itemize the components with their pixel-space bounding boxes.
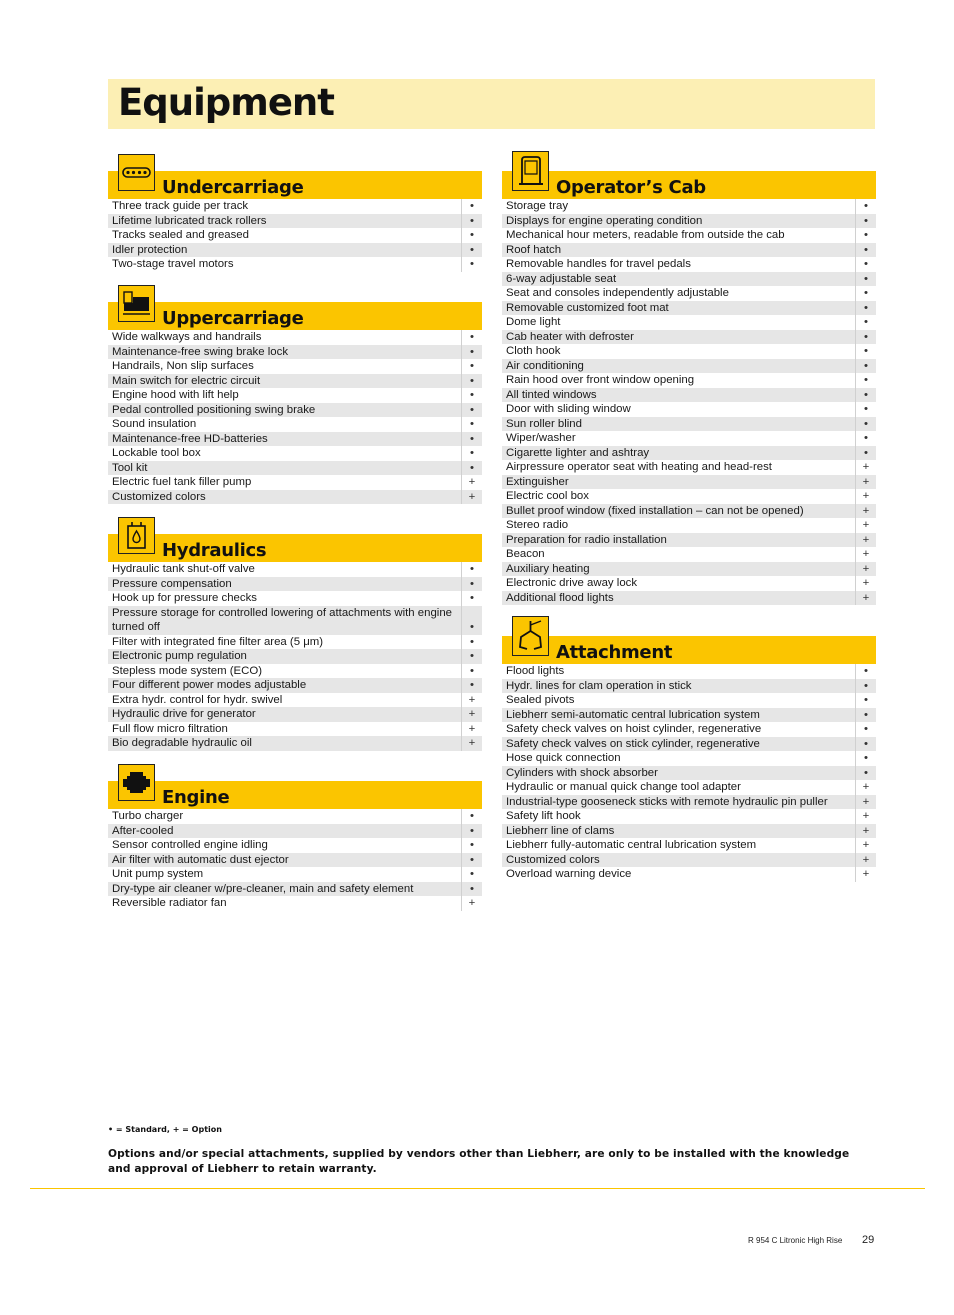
item-mark: + [855,547,876,562]
item-label: Industrial-type gooseneck sticks with remote hydraulic pin puller [502,795,855,810]
item-label: Customized colors [502,853,855,868]
item-mark: • [855,301,876,316]
item-label: Electronic drive away lock [502,576,855,591]
item-mark: • [855,214,876,229]
item-mark: • [461,838,482,853]
item-label: Overload warning device [502,867,855,882]
item-label: Hydraulic drive for generator [108,707,461,722]
item-label: Cylinders with shock absorber [502,766,855,781]
item-label: Hydraulic or manual quick change tool adapter [502,780,855,795]
item-mark: • [461,330,482,345]
item-mark: • [461,228,482,243]
section-attachment [502,606,876,882]
item-label: Three track guide per track [108,199,461,214]
item-mark: • [461,461,482,476]
hydraulic-tank-icon [118,517,155,554]
item-label: Beacon [502,547,855,562]
item-mark: + [461,707,482,722]
item-label: Turbo charger [108,809,461,824]
item-label: Pressure storage for controlled lowering of attachments with engine turned off [108,606,461,635]
item-label: Safety check valves on hoist cylinder, regenerative [502,722,855,737]
item-label: Door with sliding window [502,402,855,417]
item-mark: • [855,417,876,432]
item-mark: + [855,504,876,519]
item-mark: + [855,795,876,810]
list-item [502,518,876,533]
list-item [502,286,876,301]
item-label: Electronic pump regulation [108,649,461,664]
item-label: Two-stage travel motors [108,257,461,272]
list-item [502,388,876,403]
item-label: Safety lift hook [502,809,855,824]
list-item [108,707,482,722]
item-mark: + [855,562,876,577]
item-mark: • [461,649,482,664]
list-item [108,853,482,868]
list-item [502,344,876,359]
item-label: Tracks sealed and greased [108,228,461,243]
item-mark: • [855,708,876,723]
list-item [108,635,482,650]
item-mark: + [855,533,876,548]
uppercarriage-icon [118,285,155,322]
list-item [502,795,876,810]
list-item [502,591,876,606]
list-item [502,475,876,490]
item-label: Additional flood lights [502,591,855,606]
item-mark: • [855,359,876,374]
item-mark: • [461,824,482,839]
item-label: Stereo radio [502,518,855,533]
item-label: Reversible radiator fan [108,896,461,911]
list-item [108,693,482,708]
item-label: Sealed pivots [502,693,855,708]
item-label: Lifetime lubricated track rollers [108,214,461,229]
item-label: Customized colors [108,490,461,505]
list-item [108,824,482,839]
item-mark: • [461,577,482,592]
list-item [502,751,876,766]
list-item [108,446,482,461]
item-label: Stepless mode system (ECO) [108,664,461,679]
item-label: Engine hood with lift help [108,388,461,403]
list-item [502,359,876,374]
list-item [108,722,482,737]
item-label: Flood lights [502,664,855,679]
list-item [502,199,876,214]
item-mark: + [855,780,876,795]
list-item [502,722,876,737]
item-mark: • [855,373,876,388]
section-operators-cab [502,141,876,605]
item-label: All tinted windows [502,388,855,403]
item-label: Sun roller blind [502,417,855,432]
item-label: Mechanical hour meters, readable from outside the cab [502,228,855,243]
page-number: 29 [862,1234,875,1246]
list-item [502,766,876,781]
list-item [502,664,876,679]
item-mark: + [855,809,876,824]
list-item [502,780,876,795]
list-item [502,402,876,417]
list-item [502,417,876,432]
item-mark: + [855,853,876,868]
item-mark: + [461,475,482,490]
list-item [108,388,482,403]
item-label: Sensor controlled engine idling [108,838,461,853]
item-mark: • [855,243,876,258]
section-engine [108,751,482,911]
list-item [108,606,482,635]
item-mark: • [855,344,876,359]
section-undercarriage [108,141,482,272]
item-mark: • [855,751,876,766]
list-item [502,853,876,868]
item-mark: • [855,679,876,694]
item-label: Removable handles for travel pedals [502,257,855,272]
item-mark: • [461,606,482,635]
list-item [108,374,482,389]
item-mark: + [461,722,482,737]
item-mark: • [461,374,482,389]
item-label: Unit pump system [108,867,461,882]
item-mark: • [855,315,876,330]
list-item [108,882,482,897]
item-mark: + [461,896,482,911]
list-item [502,737,876,752]
item-mark: • [855,286,876,301]
item-label: Extinguisher [502,475,855,490]
item-label: Cab heater with defroster [502,330,855,345]
item-label: Air conditioning [502,359,855,374]
item-mark: • [461,562,482,577]
item-label: Idler protection [108,243,461,258]
list-item [502,257,876,272]
list-item [108,809,482,824]
list-item [108,345,482,360]
list-item [108,330,482,345]
page-title: Equipment [118,81,334,124]
title-band [108,79,875,129]
item-label: 6-way adjustable seat [502,272,855,287]
item-label: Handrails, Non slip surfaces [108,359,461,374]
list-item [502,301,876,316]
item-mark: • [461,257,482,272]
item-mark: + [855,475,876,490]
list-item [502,272,876,287]
item-label: Preparation for radio installation [502,533,855,548]
equipment-list [502,199,876,605]
equipment-list [108,199,482,272]
item-label: Hook up for pressure checks [108,591,461,606]
list-item [108,214,482,229]
item-mark: • [461,678,482,693]
list-item [108,432,482,447]
list-item [108,475,482,490]
section-title: Operator’s Cab [556,177,706,198]
item-mark: • [855,388,876,403]
list-item [108,664,482,679]
list-item [108,649,482,664]
item-label: Electric fuel tank filler pump [108,475,461,490]
item-mark: • [461,403,482,418]
list-item [108,577,482,592]
section-title: Attachment [556,642,673,663]
list-item [108,359,482,374]
list-item [108,490,482,505]
engine-icon [118,764,155,801]
item-label: Pedal controlled positioning swing brake [108,403,461,418]
list-item [502,576,876,591]
item-label: Seat and consoles independently adjustable [502,286,855,301]
item-mark: • [855,257,876,272]
list-item [108,736,482,751]
item-mark: • [461,417,482,432]
equipment-list [502,664,876,882]
list-item [108,562,482,577]
item-mark: • [461,591,482,606]
item-label: Air filter with automatic dust ejector [108,853,461,868]
item-mark: • [461,243,482,258]
list-item [108,257,482,272]
list-item [502,228,876,243]
item-mark: • [855,737,876,752]
section-title: Uppercarriage [162,308,304,329]
list-item [108,867,482,882]
warranty-notice: Options and/or special attachments, supplied by vendors other than Liebherr, are only to be installed with the knowledge and approval of Liebherr to retain warranty. [108,1148,850,1175]
item-label: Dome light [502,315,855,330]
item-label: Storage tray [502,199,855,214]
item-label: Cloth hook [502,344,855,359]
item-label: Extra hydr. control for hydr. swivel [108,693,461,708]
item-mark: • [461,446,482,461]
item-mark: • [855,446,876,461]
list-item [502,693,876,708]
item-mark: + [461,693,482,708]
list-item [502,533,876,548]
item-mark: • [855,766,876,781]
item-mark: • [461,882,482,897]
item-mark: • [855,228,876,243]
list-item [502,315,876,330]
item-mark: + [855,576,876,591]
item-label: Filter with integrated fine filter area (5 μm) [108,635,461,650]
list-item [108,403,482,418]
item-mark: • [461,635,482,650]
item-mark: • [855,402,876,417]
list-item [108,461,482,476]
item-mark: • [461,345,482,360]
item-mark: + [855,518,876,533]
item-label: Four different power modes adjustable [108,678,461,693]
item-mark: + [855,489,876,504]
list-item [502,214,876,229]
list-item [502,809,876,824]
list-item [502,547,876,562]
item-label: Roof hatch [502,243,855,258]
item-label: Wiper/washer [502,431,855,446]
list-item [502,243,876,258]
item-mark: + [855,867,876,882]
item-label: Liebherr line of clams [502,824,855,839]
item-mark: • [461,199,482,214]
item-mark: • [461,853,482,868]
section-title: Undercarriage [162,177,304,198]
item-label: Bullet proof window (fixed installation – can not be opened) [502,504,855,519]
item-label: Removable customized foot mat [502,301,855,316]
item-mark: • [461,214,482,229]
item-mark: + [855,824,876,839]
item-mark: • [461,359,482,374]
item-label: Airpressure operator seat with heating and head-rest [502,460,855,475]
item-label: Maintenance-free swing brake lock [108,345,461,360]
item-label: Hose quick connection [502,751,855,766]
item-label: Rain hood over front window opening [502,373,855,388]
list-item [108,199,482,214]
footer-document-title: R 954 C Litronic High Rise [748,1236,843,1245]
list-item [502,867,876,882]
list-item [108,228,482,243]
list-item [108,838,482,853]
item-mark: • [855,330,876,345]
item-mark: • [855,693,876,708]
item-label: Displays for engine operating condition [502,214,855,229]
item-label: Liebherr semi-automatic central lubrication system [502,708,855,723]
item-label: Full flow micro filtration [108,722,461,737]
clam-attachment-icon [512,616,549,656]
item-label: Maintenance-free HD-batteries [108,432,461,447]
item-label: Liebherr fully-automatic central lubrication system [502,838,855,853]
list-item [502,460,876,475]
item-mark: • [461,664,482,679]
equipment-list [108,330,482,504]
list-item [502,824,876,839]
item-label: Wide walkways and handrails [108,330,461,345]
item-label: Hydr. lines for clam operation in stick [502,679,855,694]
item-label: Tool kit [108,461,461,476]
track-icon [118,154,155,191]
item-label: Electric cool box [502,489,855,504]
item-mark: • [855,431,876,446]
item-mark: + [461,736,482,751]
item-mark: + [461,490,482,505]
item-mark: + [855,591,876,606]
item-label: Bio degradable hydraulic oil [108,736,461,751]
item-mark: • [855,199,876,214]
item-mark: • [461,432,482,447]
footer-divider [30,1188,925,1189]
list-item [108,678,482,693]
list-item [108,591,482,606]
item-label: Lockable tool box [108,446,461,461]
list-item [108,417,482,432]
item-label: Pressure compensation [108,577,461,592]
equipment-list [108,809,482,911]
item-mark: • [461,388,482,403]
list-item [502,431,876,446]
item-mark: • [461,809,482,824]
list-item [502,504,876,519]
equipment-list [108,562,482,751]
section-title: Engine [162,787,230,808]
item-mark: • [855,664,876,679]
section-uppercarriage [108,272,482,504]
operator-cab-icon [512,151,549,191]
list-item [502,838,876,853]
item-label: Main switch for electric circuit [108,374,461,389]
list-item [502,679,876,694]
item-mark: • [855,272,876,287]
list-item [502,562,876,577]
list-item [502,489,876,504]
list-item [502,446,876,461]
item-label: Safety check valves on stick cylinder, regenerative [502,737,855,752]
item-label: Sound insulation [108,417,461,432]
item-mark: + [855,838,876,853]
legend: • = Standard, + = Option [108,1125,222,1134]
item-label: Cigarette lighter and ashtray [502,446,855,461]
item-mark: + [855,460,876,475]
list-item [502,373,876,388]
item-label: Auxiliary heating [502,562,855,577]
list-item [502,330,876,345]
list-item [502,708,876,723]
list-item [108,896,482,911]
item-mark: • [461,867,482,882]
section-title: Hydraulics [162,540,267,561]
item-mark: • [855,722,876,737]
item-label: Hydraulic tank shut-off valve [108,562,461,577]
list-item [108,243,482,258]
item-label: After-cooled [108,824,461,839]
section-hydraulics [108,504,482,751]
item-label: Dry-type air cleaner w/pre-cleaner, main and safety element [108,882,461,897]
